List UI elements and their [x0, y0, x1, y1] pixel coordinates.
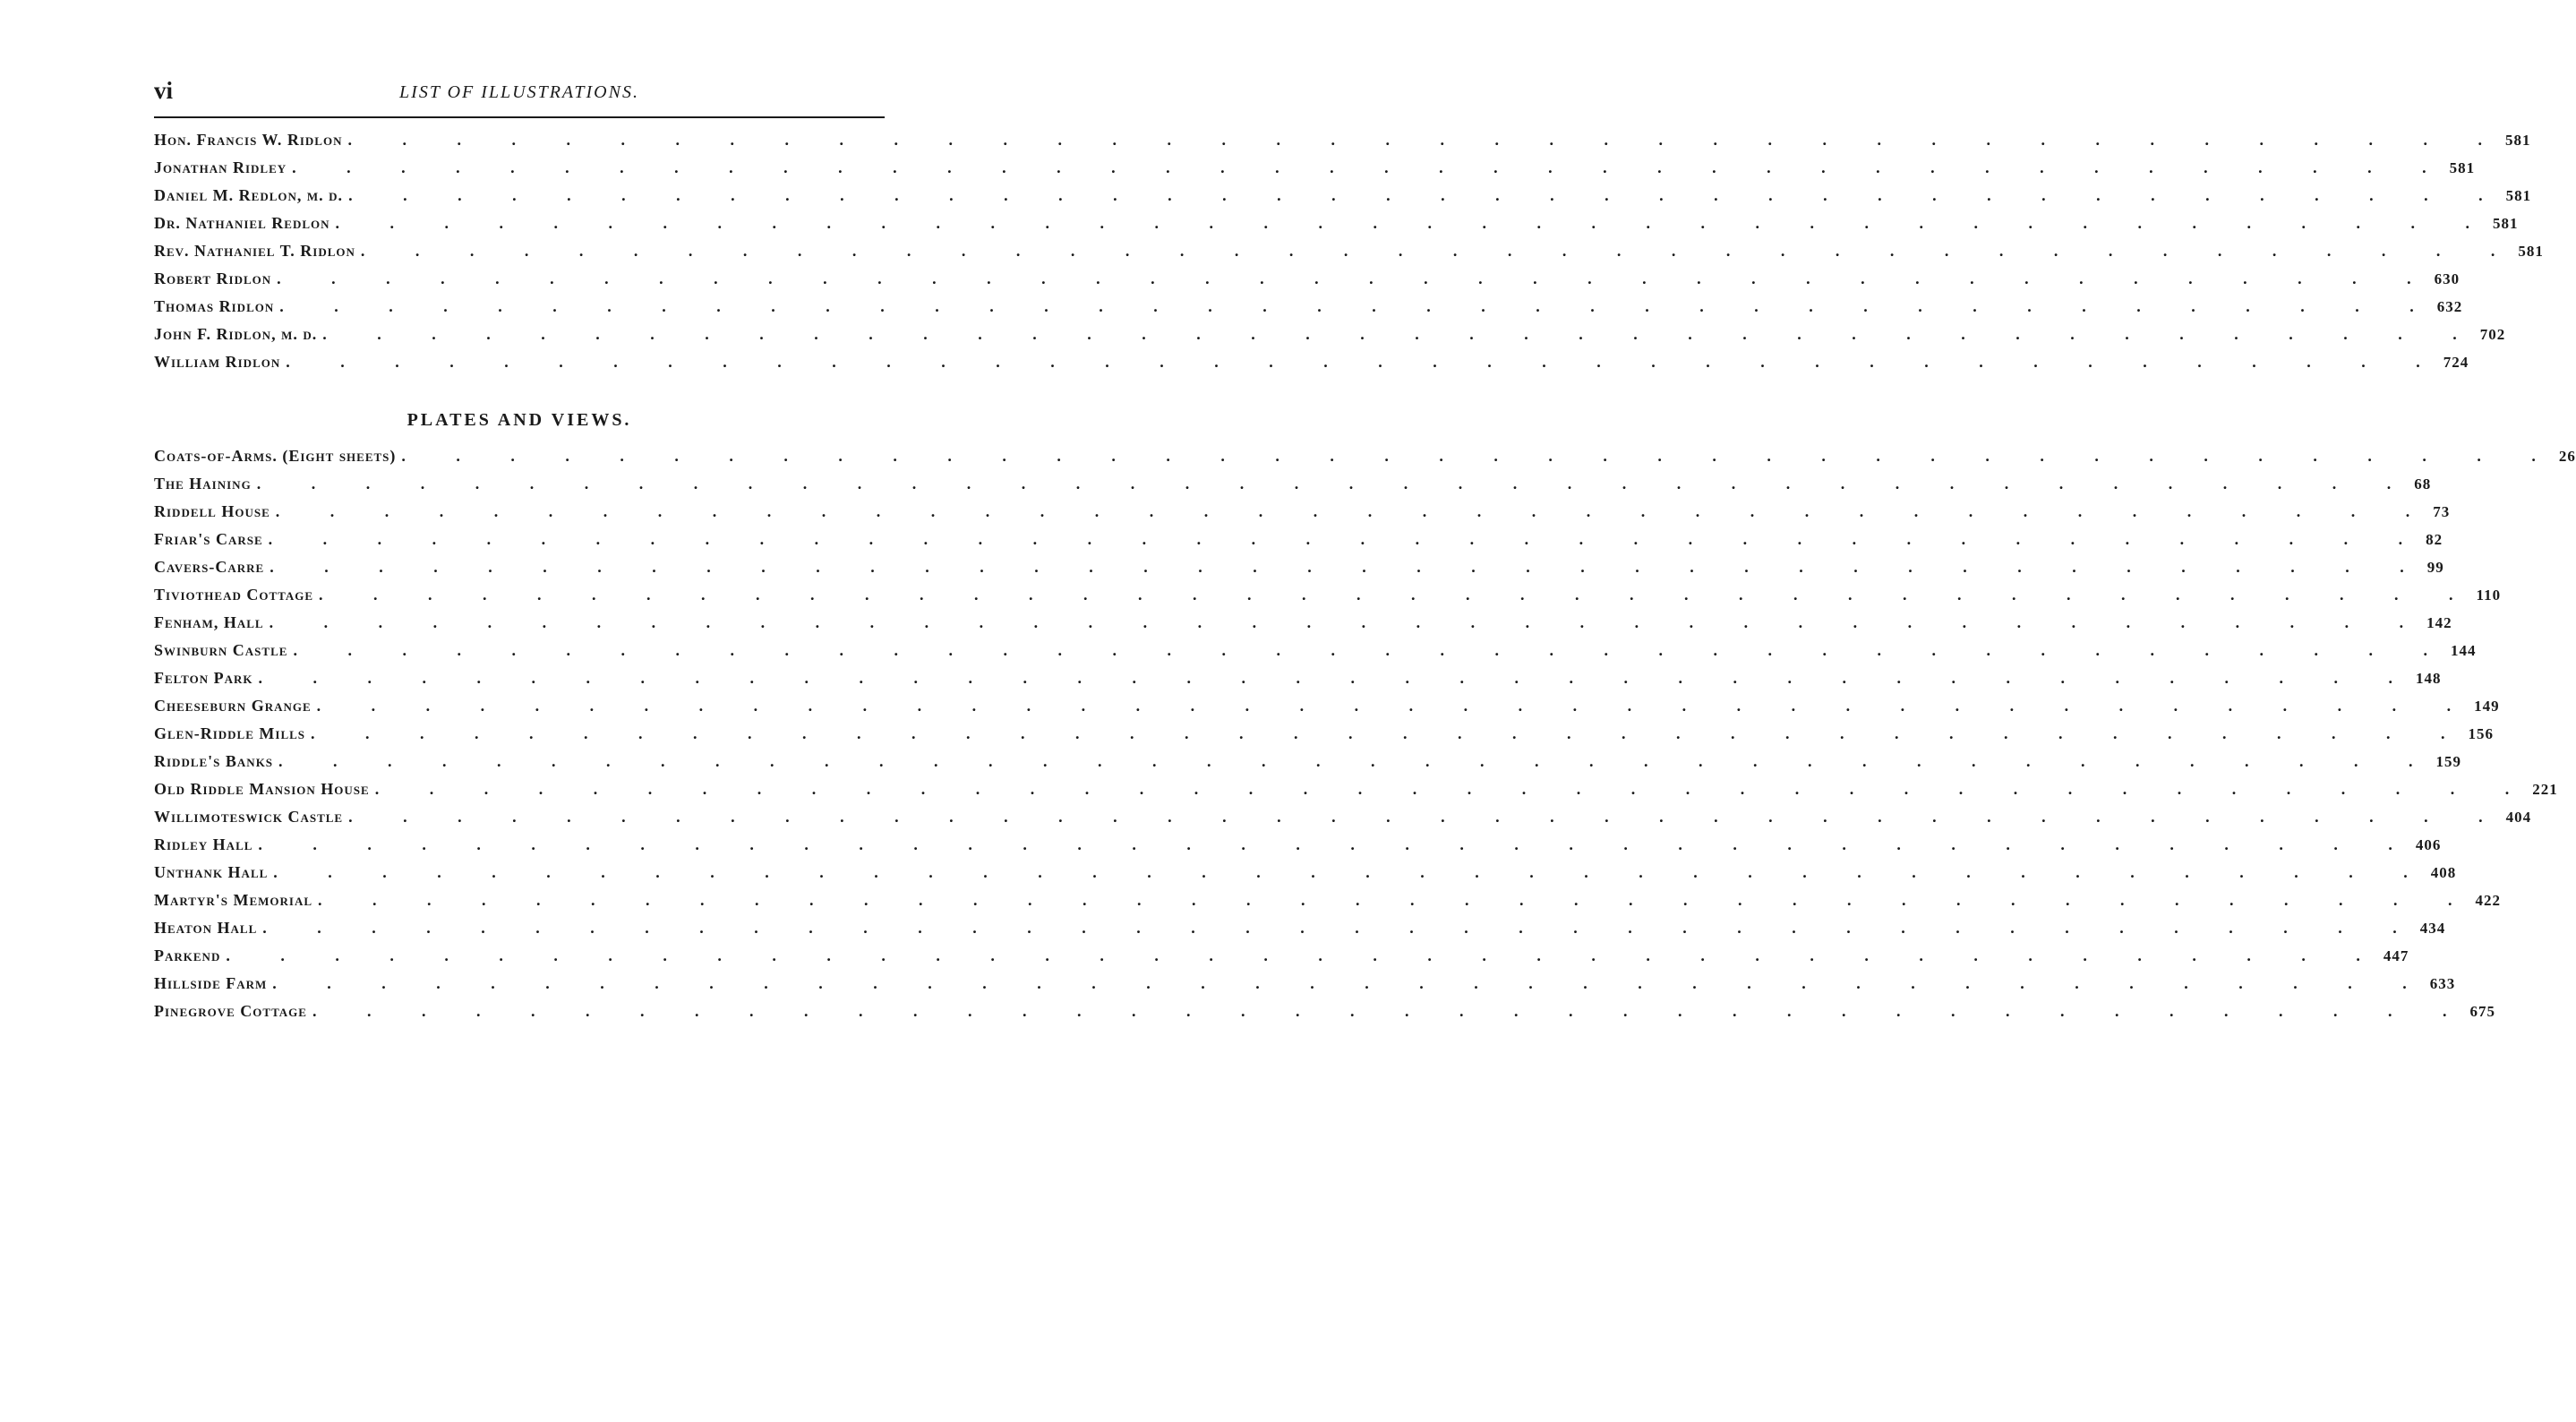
- list-item: [154, 947, 2409, 974]
- dot-leader: . . . . . . . . . . . . . . . . . . . . . . . . . . . . . . . . . . . . . . . .: [401, 447, 2559, 465]
- dot-leader: . . . . . . . . . . . . . . . . . . . . . . . . . . . . . . . . . . . . . . . .: [272, 974, 2430, 992]
- entry-title: Thomas Ridlon: [154, 297, 275, 315]
- entry-page-number: 422: [2475, 892, 2502, 909]
- entry-title: Cavers-Carre: [154, 558, 265, 576]
- dot-leader: . . . . . . . . . . . . . . . . . . . . . . . . . . . . . . . . . . . . . . . .: [374, 780, 2533, 798]
- entry-page-number: 632: [2436, 298, 2463, 315]
- list-item: [154, 131, 2531, 158]
- entry-page-number: 581: [2504, 132, 2531, 149]
- list-item: [154, 835, 2442, 863]
- dot-leader: . . . . . . . . . . . . . . . . . . . . . . . . . . . . . . . . . . . . . . . .: [293, 641, 2451, 659]
- entry-page-number: 144: [2450, 642, 2477, 659]
- dot-leader: . . . . . . . . . . . . . . . . . . . . . . . . . . . . . . . . . . . . . . . .: [226, 947, 2383, 964]
- entry-page-number: 633: [2429, 975, 2456, 992]
- list-item: [154, 1002, 2495, 1030]
- dot-leader: . . . . . . . . . . . . . . . . . . . . . . . . . . . . . . . . . . . . . . . .: [335, 214, 2493, 232]
- list-item: [154, 919, 2446, 947]
- plates-heading: PLATES AND VIEWS.: [407, 410, 632, 430]
- entry-title: Daniel M. Redlon, m. d.: [154, 186, 344, 204]
- entry-title: Riddle's Banks: [154, 752, 274, 770]
- list-item: [154, 158, 2476, 186]
- page-header: [154, 77, 885, 116]
- entry-title: Coats-of-Arms. (Eight sheets): [154, 447, 397, 465]
- entry-title: Old Riddle Mansion House: [154, 780, 370, 798]
- entry-title: Cheeseburn Grange: [154, 697, 312, 715]
- dot-leader: . . . . . . . . . . . . . . . . . . . . . . . . . . . . . . . . . . . . . . . .: [348, 808, 2506, 826]
- list-item: [154, 586, 2502, 613]
- portraits-list: [154, 131, 2544, 381]
- entry-page-number: 581: [2505, 187, 2532, 204]
- entry-page-number: 702: [2479, 326, 2506, 343]
- list-item: [154, 641, 2477, 669]
- entry-title: Rev. Nathaniel T. Ridlon: [154, 242, 355, 260]
- entry-title: Willimoteswick Castle: [154, 808, 344, 826]
- dot-leader: . . . . . . . . . . . . . . . . . . . . . . . . . . . . . . . . . . . . . . . .: [316, 697, 2475, 715]
- entry-title: Hon. Francis W. Ridlon: [154, 131, 343, 149]
- list-item: [154, 613, 2452, 641]
- entry-title: Fenham, Hall: [154, 613, 264, 631]
- dot-leader: . . . . . . . . . . . . . . . . . . . . . . . . . . . . . . . . . . . . . . . .: [311, 724, 2469, 742]
- entry-page-number: 630: [2434, 270, 2460, 287]
- dot-leader: . . . . . . . . . . . . . . . . . . . . . . . . . . . . . . . . . . . . . . . .: [262, 919, 2420, 937]
- entry-title: Dr. Nathaniel Redlon: [154, 214, 330, 232]
- list-item: [154, 780, 2558, 808]
- list-item: [154, 270, 2460, 297]
- entry-page-number: 148: [2415, 670, 2442, 687]
- dot-leader: . . . . . . . . . . . . . . . . . . . . . . . . . . . . . . . . . . . . . . . .: [277, 270, 2435, 287]
- dot-leader: . . . . . . . . . . . . . . . . . . . . . . . . . . . . . . . . . . . . . . . .: [319, 586, 2477, 604]
- entry-page-number: 434: [2419, 920, 2446, 937]
- entry-title: Parkend: [154, 947, 221, 964]
- list-item: [154, 697, 2500, 724]
- dot-leader: . . . . . . . . . . . . . . . . . . . . . . . . . . . . . . . . . . . . . . . .: [258, 835, 2416, 853]
- entry-title: Hillside Farm: [154, 974, 268, 992]
- list-item: [154, 724, 2495, 752]
- list-item: [154, 558, 2444, 586]
- dot-leader: . . . . . . . . . . . . . . . . . . . . . . . . . . . . . . . . . . . . . . . .: [292, 158, 2450, 176]
- list-item: [154, 530, 2443, 558]
- running-title: LIST OF ILLUSTRATIONS.: [399, 82, 639, 102]
- entry-title: Riddell House: [154, 502, 270, 520]
- dot-leader: . . . . . . . . . . . . . . . . . . . . . . . . . . . . . . . . . . . . . . . .: [312, 1002, 2470, 1020]
- list-item: [154, 325, 2506, 353]
- entry-page-number: 447: [2383, 947, 2409, 964]
- entry-page-number: 581: [2449, 159, 2476, 176]
- entry-title: Ridley Hall: [154, 835, 253, 853]
- dot-leader: . . . . . . . . . . . . . . . . . . . . . . . . . . . . . . . . . . . . . . . .: [278, 752, 2436, 770]
- list-item: [154, 752, 2462, 780]
- entry-page-number: 581: [2493, 215, 2519, 232]
- header-rule: [154, 116, 885, 118]
- list-item: [154, 447, 2576, 475]
- list-item: [154, 808, 2532, 835]
- dot-leader: . . . . . . . . . . . . . . . . . . . . . . . . . . . . . . . . . . . . . . . .: [270, 558, 2427, 576]
- dot-leader: . . . . . . . . . . . . . . . . . . . . . . . . . . . . . . . . . . . . . . . .: [348, 186, 2506, 204]
- dot-leader: . . . . . . . . . . . . . . . . . . . . . . . . . . . . . . . . . . . . . . . .: [286, 353, 2443, 371]
- dot-leader: . . . . . . . . . . . . . . . . . . . . . . . . . . . . . . . . . . . . . . . .: [279, 297, 2437, 315]
- entry-page-number: 404: [2505, 809, 2532, 826]
- entry-title: Felton Park: [154, 669, 253, 687]
- entry-title: Heaton Hall: [154, 919, 258, 937]
- list-item: [154, 475, 2432, 502]
- entry-title: The Haining: [154, 475, 252, 493]
- dot-leader: . . . . . . . . . . . . . . . . . . . . . . . . . . . . . . . . . . . . . . . .: [275, 502, 2434, 520]
- entry-title: Robert Ridlon: [154, 270, 272, 287]
- entry-title: John F. Ridlon, m. d.: [154, 325, 318, 343]
- page: [154, 77, 2576, 1030]
- dot-leader: . . . . . . . . . . . . . . . . . . . . . . . . . . . . . . . . . . . . . . . .: [256, 475, 2415, 493]
- entry-page-number: 68: [2414, 475, 2432, 493]
- dot-leader: . . . . . . . . . . . . . . . . . . . . . . . . . . . . . . . . . . . . . . . .: [322, 325, 2480, 343]
- entry-page-number: 156: [2468, 725, 2495, 742]
- entry-title: William Ridlon: [154, 353, 281, 371]
- entry-title: Unthank Hall: [154, 863, 269, 881]
- entry-page-number: 408: [2430, 864, 2457, 881]
- entry-page-number: 159: [2435, 753, 2462, 770]
- list-item: [154, 863, 2457, 891]
- list-item: [154, 502, 2451, 530]
- entry-page-number: 581: [2518, 243, 2544, 260]
- entry-page-number: 26: [2558, 448, 2576, 465]
- entry-title: Jonathan Ridley: [154, 158, 287, 176]
- list-item: [154, 214, 2519, 242]
- entry-page-number: 221: [2532, 781, 2558, 798]
- entry-page-number: 73: [2433, 503, 2451, 520]
- entry-page-number: 724: [2443, 354, 2469, 371]
- dot-leader: . . . . . . . . . . . . . . . . . . . . . . . . . . . . . . . . . . . . . . . .: [258, 669, 2416, 687]
- entry-title: Tiviothead Cottage: [154, 586, 314, 604]
- list-item: [154, 297, 2463, 325]
- entry-title: Pinegrove Cottage: [154, 1002, 307, 1020]
- list-item: [154, 353, 2469, 381]
- entry-title: Friar's Carse: [154, 530, 263, 548]
- entry-title: Martyr's Memorial: [154, 891, 313, 909]
- entry-page-number: 110: [2476, 587, 2502, 604]
- dot-leader: . . . . . . . . . . . . . . . . . . . . . . . . . . . . . . . . . . . . . . . .: [269, 613, 2427, 631]
- entry-page-number: 406: [2415, 836, 2442, 853]
- entry-page-number: 99: [2426, 559, 2444, 576]
- list-item: [154, 669, 2442, 697]
- page-number: vi: [154, 77, 174, 104]
- plates-list: [154, 447, 2576, 1030]
- dot-leader: . . . . . . . . . . . . . . . . . . . . . . . . . . . . . . . . . . . . . . . .: [347, 131, 2505, 149]
- list-item: [154, 891, 2502, 919]
- entry-title: Glen-Riddle Mills: [154, 724, 306, 742]
- list-item: [154, 974, 2456, 1002]
- entry-title: Swinburn Castle: [154, 641, 288, 659]
- dot-leader: . . . . . . . . . . . . . . . . . . . . . . . . . . . . . . . . . . . . . . . .: [273, 863, 2431, 881]
- entry-page-number: 675: [2469, 1003, 2495, 1020]
- dot-leader: . . . . . . . . . . . . . . . . . . . . . . . . . . . . . . . . . . . . . . . .: [360, 242, 2519, 260]
- entry-page-number: 82: [2426, 531, 2443, 548]
- list-item: [154, 186, 2532, 214]
- entry-page-number: 142: [2426, 614, 2452, 631]
- dot-leader: . . . . . . . . . . . . . . . . . . . . . . . . . . . . . . . . . . . . . . . .: [318, 891, 2476, 909]
- list-item: [154, 242, 2544, 270]
- dot-leader: . . . . . . . . . . . . . . . . . . . . . . . . . . . . . . . . . . . . . . . .: [268, 530, 2426, 548]
- entry-page-number: 149: [2474, 698, 2500, 715]
